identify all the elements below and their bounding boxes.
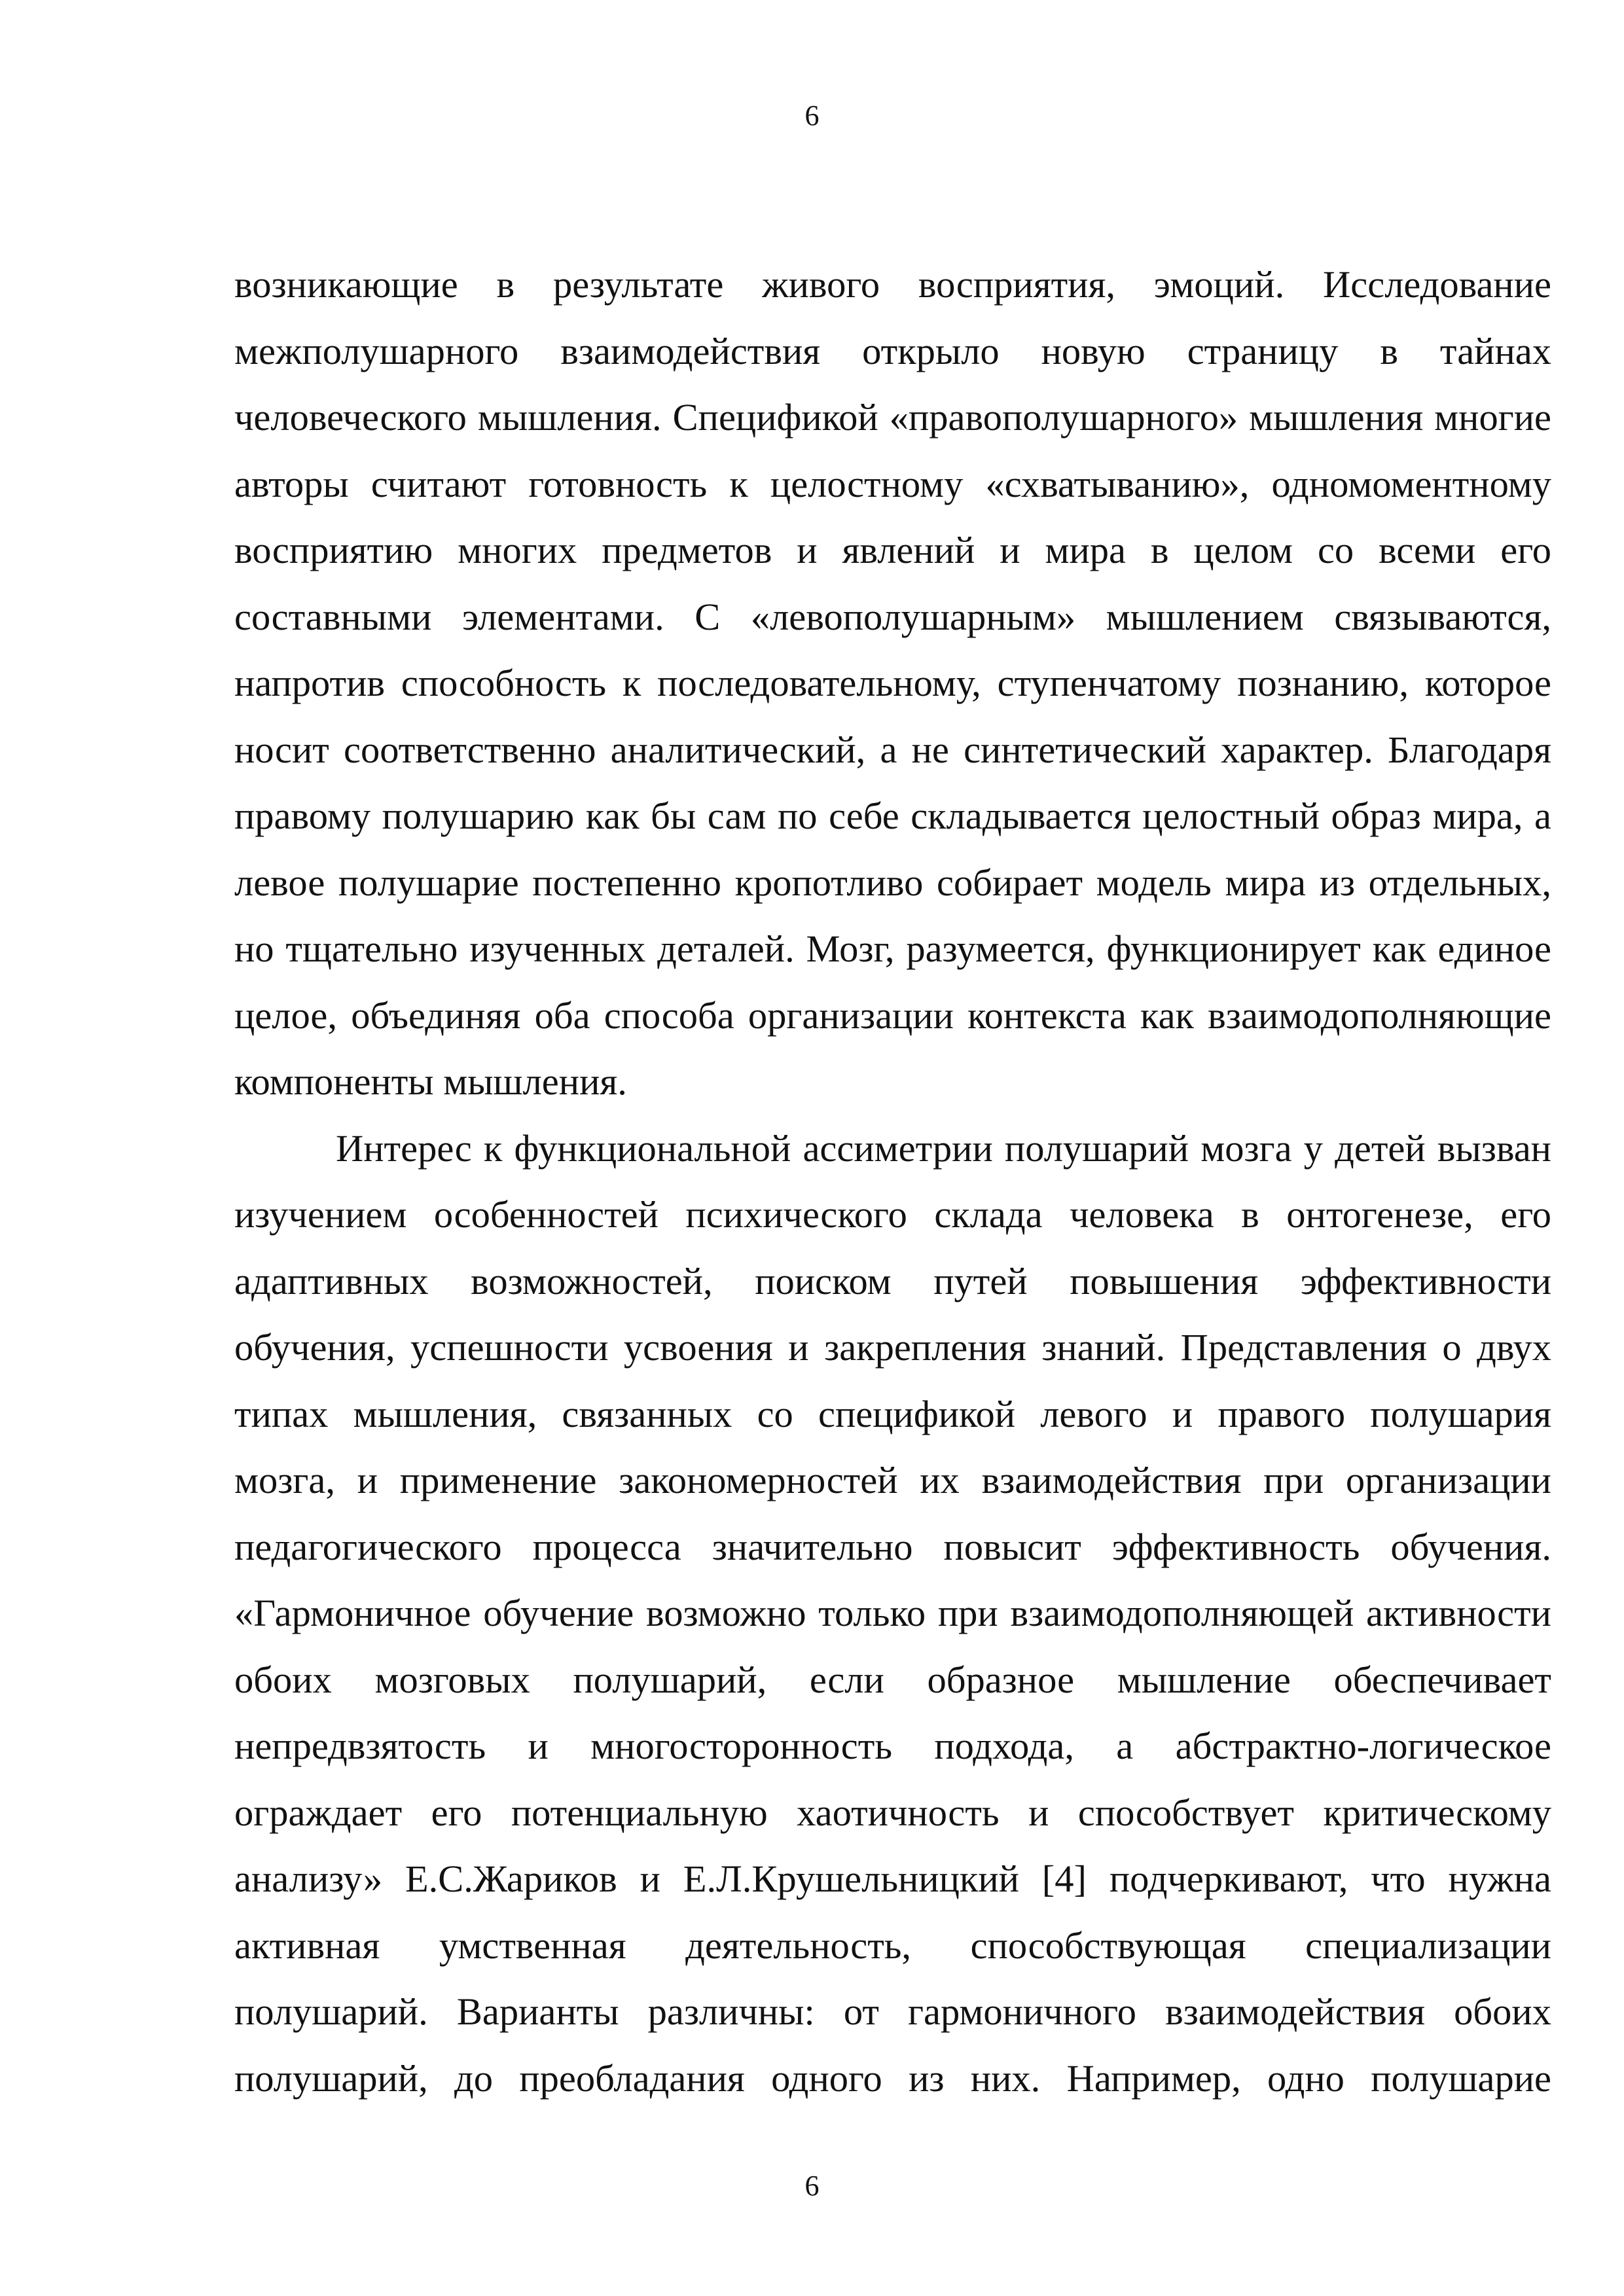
text-line: восприятию многих предметов и явлений и мира в целом со всеми его <box>234 529 1551 571</box>
text-line: ограждает его потенциальную хаотичность и способствует критическому <box>234 1791 1551 1834</box>
text-line: непредвзятость и многосторонность подхода, а абстрактно-логическое <box>234 1725 1551 1767</box>
text-line: левое полушарие постепенно кропотливо собирает модель мира из отдельных, <box>234 861 1551 904</box>
text-line: изучением особенностей психического склада человека в онтогенезе, его <box>234 1193 1551 1236</box>
text-line: целое, объединяя оба способа организации контекста как взаимодополняющие <box>234 994 1551 1037</box>
text-line: составными элементами. С «левополушарным» мышлением связываются, <box>234 595 1551 638</box>
text-line: полушарий, до преобладания одного из них. Например, одно полушарие <box>234 2056 1551 2100</box>
paragraph-1 <box>234 251 1551 1115</box>
text-line: полушарий. Варианты различны: от гармоничного взаимодействия обоих <box>234 1990 1551 2033</box>
text-line: педагогического процесса значительно повысит эффективность обучения. <box>234 1525 1551 1568</box>
text-line: адаптивных возможностей, поиском путей повышения эффективности <box>234 1259 1551 1302</box>
text-line: носит соответственно аналитический, а не синтетический характер. Благодаря <box>234 728 1551 771</box>
paragraph-2 <box>234 1115 1551 2112</box>
text-line: авторы считают готовность к целостному «схватыванию», одномоментному <box>234 462 1551 505</box>
text-line: правому полушарию как бы сам по себе складывается целостный образ мира, а <box>234 795 1551 837</box>
text-line: обучения, успешности усвоения и закрепления знаний. Представления о двух <box>234 1326 1551 1369</box>
page-number-top: 6 <box>804 99 820 132</box>
text-line: типах мышления, связанных со спецификой левого и правого полушария <box>234 1392 1551 1435</box>
text-line: мозга, и применение закономерностей их взаимодействия при организации <box>234 1459 1551 1501</box>
text-line: возникающие в результате живого восприятия, эмоций. Исследование <box>234 263 1551 306</box>
text-line: анализу» Е.С.Жариков и Е.Л.Крушельницкий [4] подчеркивают, что нужна <box>234 1857 1551 1900</box>
text-line: активная умственная деятельность, способствующая специализации <box>234 1924 1551 1967</box>
text-line: напротив способность к последовательному, ступенчатому познанию, которое <box>234 662 1551 704</box>
body-text <box>234 251 1551 2111</box>
text-line: «Гармоничное обучение возможно только при взаимодополняющей активности <box>234 1592 1551 1634</box>
text-line: обоих мозговых полушарий, если образное мышление обеспечивает <box>234 1658 1551 1701</box>
text-line: компоненты мышления. <box>234 1060 627 1103</box>
page-number-bottom: 6 <box>804 2170 820 2202</box>
text-line: человеческого мышления. Спецификой «правополушарного» мышления многие <box>234 396 1551 439</box>
text-line: межполушарного взаимодействия открыло новую страницу в тайнах <box>234 329 1551 372</box>
text-line: но тщательно изученных деталей. Мозг, разумеется, функционирует как единое <box>234 927 1551 970</box>
text-line: Интерес к функциональной ассиметрии полушарий мозга у детей вызван <box>336 1126 1551 1170</box>
